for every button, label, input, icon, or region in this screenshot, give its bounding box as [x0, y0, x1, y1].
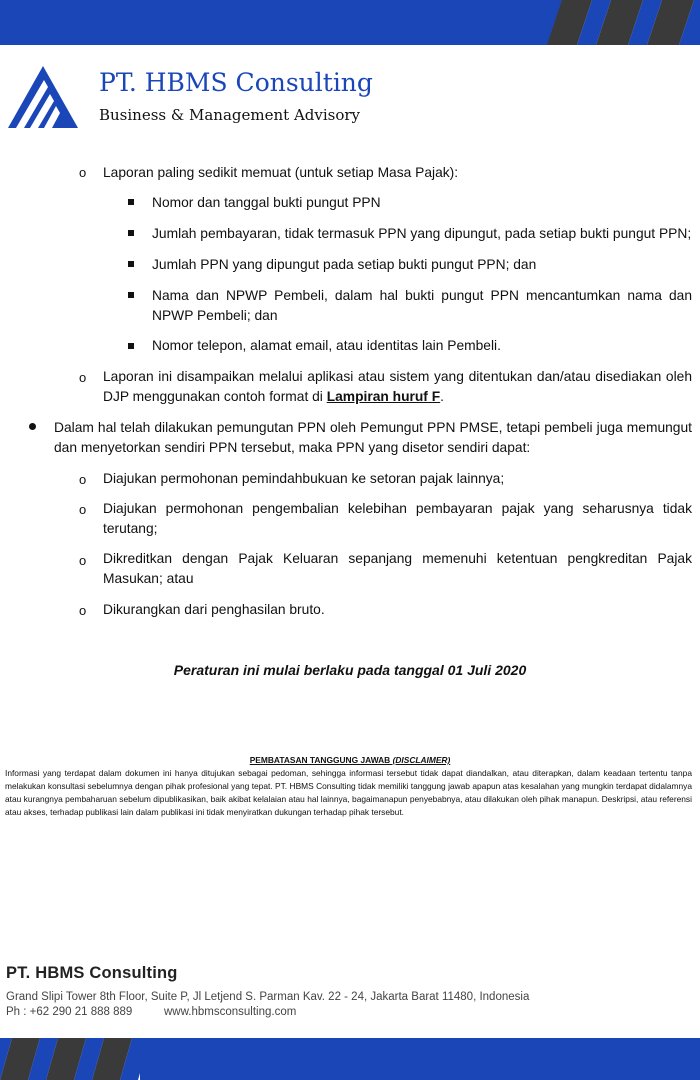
circle-bullet-icon: o: [79, 553, 87, 568]
circle-bullet-icon: o: [79, 165, 87, 180]
footer-address: Grand Slipi Tower 8th Floor, Suite P, Jl Letjend S. Parman Kav. 22 - 24, Jakarta Barat 11480, Indonesia: [6, 991, 530, 1003]
submission-paragraph: [103, 367, 692, 407]
footer-phone: Ph : +62 290 21 888 889: [6, 1006, 133, 1018]
footer-contact: [6, 1006, 296, 1018]
disclaimer-title-main: PEMBATASAN TANGGUNG JAWAB: [249, 755, 393, 765]
triangle-stripes-logo: [8, 66, 78, 128]
disclaimer-title: [0, 755, 700, 765]
disclaimer-body: Informasi yang terdapat dalam dokumen ini hanya ditujukan sebagai pedoman, sehingga informasi tersebut tidak dapat diandalkan, atau diterapkan, dalam keadaan tertentu tanpa melakukan konsultasi sebelumnya dengan pihak profesional yang tepat. PT. HBMS Consulting tidak memiliki tanggung jawab apapun atas kesalahan yang mungkin terdapat didalamnya atau kurangnya pembaharuan sebelum dipublikasikan, baik akibat kelalaian atau hal lainnya, bagaimanapun penyebabnya, atau dilakukan oleh pihak manapun. Deskripsi, atau referensi atau akses, terhadap publikasi lain dalam publikasi ini tidak menyiratkan dukungan terhadap pihak tersebut.: [5, 768, 692, 817]
circle-bullet-icon: o: [79, 603, 87, 618]
square-bullet-icon: [128, 292, 134, 298]
report-item: Nomor telepon, alamat email, atau identitas lain Pembeli.: [152, 338, 501, 353]
circle-bullet-icon: o: [79, 502, 87, 517]
square-bullet-icon: [128, 199, 134, 205]
submission-text: Laporan ini disampaikan melalui aplikasi atau sistem yang ditentukan dan/atau disediakan oleh DJP menggunakan contoh format di: [103, 369, 692, 404]
footer-company-name: PT. HBMS Consulting: [6, 964, 178, 982]
disclaimer-title-italic: (DISCLAIMER): [392, 755, 451, 765]
header-bar: [0, 0, 700, 45]
report-intro: Laporan paling sedikit memuat (untuk setiap Masa Pajak):: [103, 165, 459, 180]
option-item: Diajukan permohonan pemindahbukuan ke setoran pajak lainnya;: [103, 471, 505, 486]
option-item: Dikreditkan dengan Pajak Keluaran sepanjang memenuhi ketentuan pengkreditan Pajak Masukan; atau: [103, 551, 692, 586]
round-bullet-icon: [29, 423, 36, 430]
footer-website[interactable]: www.hbmsconsulting.com: [164, 1006, 297, 1018]
company-name: PT. HBMS Consulting: [99, 68, 373, 97]
square-bullet-icon: [128, 230, 134, 236]
report-item: Nomor dan tanggal bukti pungut PPN: [152, 195, 381, 210]
square-bullet-icon: [128, 261, 134, 267]
lampiran-link[interactable]: Lampiran huruf F: [326, 389, 441, 404]
footer-bar-blue: [140, 1038, 700, 1080]
circle-bullet-icon: o: [79, 472, 87, 487]
submission-end: .: [440, 389, 444, 404]
square-bullet-icon: [128, 343, 134, 349]
report-item: Nama dan NPWP Pembeli, dalam hal bukti pungut PPN mencantumkan nama dan NPWP Pembeli; dan: [152, 288, 692, 323]
footer-bar: [0, 1038, 700, 1080]
header-bar-blue: [0, 0, 560, 45]
circle-bullet-icon: o: [79, 370, 87, 385]
option-item: Dikurangkan dari penghasilan bruto.: [103, 602, 325, 617]
company-tagline: Business & Management Advisory: [99, 106, 361, 124]
report-item: Jumlah PPN yang dipungut pada setiap bukti pungut PPN; dan: [152, 257, 537, 272]
report-item: Jumlah pembayaran, tidak termasuk PPN yang dipungut, pada setiap bukti pungut PPN;: [152, 226, 692, 241]
main-bullet-paragraph: Dalam hal telah dilakukan pemungutan PPN oleh Pemungut PPN PMSE, tetapi pembeli juga memungut dan menyetorkan sendiri PPN tersebut, maka PPN yang disetor sendiri dapat:: [54, 420, 692, 455]
effective-date-statement: Peraturan ini mulai berlaku pada tanggal 01 Juli 2020: [173, 662, 527, 678]
option-item: Diajukan permohonan pengembalian kelebihan pembayaran pajak yang seharusnya tidak terutang;: [103, 501, 692, 536]
